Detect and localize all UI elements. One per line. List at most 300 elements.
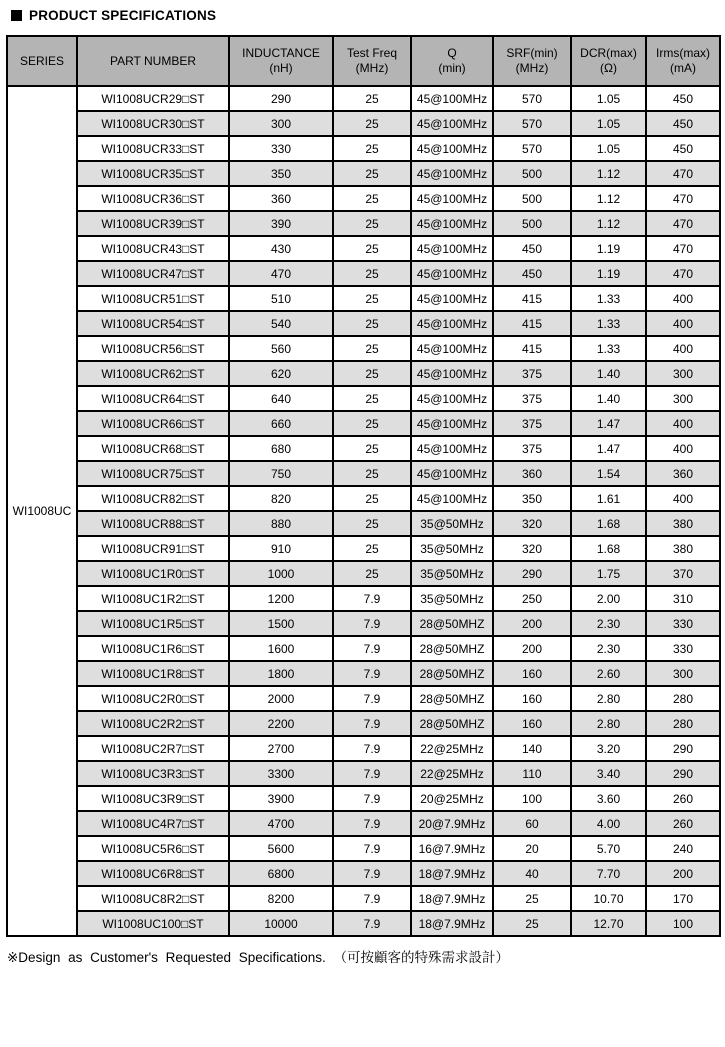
table-row: [7, 211, 720, 236]
part-number-cell: WI1008UC3R9□ST: [77, 786, 229, 811]
table-row: [7, 661, 720, 686]
part-number-cell: WI1008UCR39□ST: [77, 211, 229, 236]
part-number-cell: WI1008UC2R7□ST: [77, 736, 229, 761]
table-row: [7, 786, 720, 811]
irms-cell: 360: [646, 461, 720, 486]
inductance-cell: 1200: [229, 586, 333, 611]
dcr-cell: 2.80: [571, 711, 646, 736]
dcr-cell: 1.40: [571, 361, 646, 386]
inductance-cell: 660: [229, 411, 333, 436]
inductance-cell: 6800: [229, 861, 333, 886]
header-label: SERIES: [19, 53, 64, 68]
part-number-cell: WI1008UCR43□ST: [77, 236, 229, 261]
q-cell: 45@100MHz: [411, 211, 493, 236]
inductance-cell: 510: [229, 286, 333, 311]
header-label: DCR(max): [580, 46, 637, 60]
part-number-cell: WI1008UC1R5□ST: [77, 611, 229, 636]
dcr-cell: 1.12: [571, 211, 646, 236]
header-unit: (MHz): [355, 61, 389, 75]
test-freq-cell: 25: [333, 511, 411, 536]
part-number-cell: WI1008UC1R2□ST: [77, 586, 229, 611]
irms-cell: 290: [646, 761, 720, 786]
header-unit: (Ω): [600, 61, 617, 75]
srf-cell: 375: [493, 361, 571, 386]
srf-cell: 40: [493, 861, 571, 886]
inductance-cell: 1000: [229, 561, 333, 586]
srf-cell: 415: [493, 311, 571, 336]
table-header-row: [7, 36, 720, 86]
dcr-cell: 1.12: [571, 161, 646, 186]
srf-cell: 160: [493, 686, 571, 711]
test-freq-cell: 7.9: [333, 636, 411, 661]
inductance-cell: 2200: [229, 711, 333, 736]
part-number-cell: WI1008UCR62□ST: [77, 361, 229, 386]
table-row: [7, 636, 720, 661]
test-freq-cell: 25: [333, 136, 411, 161]
inductance-cell: 430: [229, 236, 333, 261]
srf-cell: 450: [493, 236, 571, 261]
dcr-cell: 2.30: [571, 636, 646, 661]
test-freq-cell: 25: [333, 311, 411, 336]
table-row: [7, 486, 720, 511]
q-cell: 20@25MHz: [411, 786, 493, 811]
inductance-cell: 540: [229, 311, 333, 336]
inductance-cell: 4700: [229, 811, 333, 836]
test-freq-cell: 7.9: [333, 586, 411, 611]
inductance-cell: 350: [229, 161, 333, 186]
header-unit: (nH): [269, 61, 293, 75]
q-cell: 18@7.9MHz: [411, 886, 493, 911]
dcr-cell: 3.60: [571, 786, 646, 811]
test-freq-cell: 25: [333, 411, 411, 436]
test-freq-cell: 7.9: [333, 661, 411, 686]
part-number-cell: WI1008UCR47□ST: [77, 261, 229, 286]
inductance-cell: 360: [229, 186, 333, 211]
irms-cell: 450: [646, 111, 720, 136]
inductance-cell: 290: [229, 86, 333, 111]
part-number-cell: WI1008UC3R3□ST: [77, 761, 229, 786]
srf-cell: 500: [493, 186, 571, 211]
table-row: [7, 461, 720, 486]
irms-cell: 380: [646, 536, 720, 561]
irms-cell: 300: [646, 361, 720, 386]
irms-cell: 170: [646, 886, 720, 911]
part-number-cell: WI1008UCR33□ST: [77, 136, 229, 161]
inductance-cell: 2700: [229, 736, 333, 761]
srf-cell: 570: [493, 136, 571, 161]
table-row: [7, 761, 720, 786]
q-cell: 20@7.9MHz: [411, 811, 493, 836]
irms-cell: 470: [646, 161, 720, 186]
test-freq-cell: 7.9: [333, 711, 411, 736]
test-freq-cell: 25: [333, 236, 411, 261]
q-cell: 22@25MHz: [411, 761, 493, 786]
irms-cell: 450: [646, 136, 720, 161]
q-cell: 45@100MHz: [411, 361, 493, 386]
dcr-cell: 4.00: [571, 811, 646, 836]
header-label: SRF(min): [506, 46, 558, 60]
dcr-cell: 5.70: [571, 836, 646, 861]
inductance-cell: 1800: [229, 661, 333, 686]
srf-cell: 500: [493, 161, 571, 186]
part-number-cell: WI1008UC2R2□ST: [77, 711, 229, 736]
test-freq-cell: 7.9: [333, 761, 411, 786]
irms-cell: 290: [646, 736, 720, 761]
dcr-cell: 2.80: [571, 686, 646, 711]
inductance-cell: 3900: [229, 786, 333, 811]
test-freq-cell: 25: [333, 211, 411, 236]
q-cell: 45@100MHz: [411, 311, 493, 336]
part-number-cell: WI1008UCR88□ST: [77, 511, 229, 536]
q-cell: 28@50MHZ: [411, 661, 493, 686]
dcr-cell: 7.70: [571, 861, 646, 886]
srf-cell: 415: [493, 336, 571, 361]
inductance-cell: 640: [229, 386, 333, 411]
irms-cell: 400: [646, 311, 720, 336]
test-freq-cell: 25: [333, 286, 411, 311]
inductance-cell: 880: [229, 511, 333, 536]
q-cell: 45@100MHz: [411, 386, 493, 411]
header-unit: (mA): [670, 61, 696, 75]
part-number-cell: WI1008UCR66□ST: [77, 411, 229, 436]
page-title-text: PRODUCT SPECIFICATIONS: [29, 8, 217, 23]
irms-cell: 260: [646, 786, 720, 811]
q-cell: 28@50MHZ: [411, 686, 493, 711]
header-cell-dcr: [571, 36, 646, 86]
test-freq-cell: 25: [333, 561, 411, 586]
table-row: [7, 811, 720, 836]
table-row: [7, 261, 720, 286]
srf-cell: 60: [493, 811, 571, 836]
dcr-cell: 1.75: [571, 561, 646, 586]
test-freq-cell: 25: [333, 436, 411, 461]
q-cell: 18@7.9MHz: [411, 861, 493, 886]
q-cell: 45@100MHz: [411, 161, 493, 186]
srf-cell: 110: [493, 761, 571, 786]
table-row: [7, 561, 720, 586]
q-cell: 28@50MHZ: [411, 711, 493, 736]
q-cell: 45@100MHz: [411, 261, 493, 286]
header-label: Q: [447, 46, 457, 60]
test-freq-cell: 7.9: [333, 836, 411, 861]
test-freq-cell: 7.9: [333, 911, 411, 936]
test-freq-cell: 25: [333, 161, 411, 186]
irms-cell: 200: [646, 861, 720, 886]
part-number-cell: WI1008UCR30□ST: [77, 111, 229, 136]
part-number-cell: WI1008UC8R2□ST: [77, 886, 229, 911]
part-number-cell: WI1008UC5R6□ST: [77, 836, 229, 861]
dcr-cell: 2.30: [571, 611, 646, 636]
dcr-cell: 1.19: [571, 261, 646, 286]
srf-cell: 160: [493, 711, 571, 736]
table-row: [7, 611, 720, 636]
irms-cell: 280: [646, 686, 720, 711]
irms-cell: 400: [646, 336, 720, 361]
test-freq-cell: 25: [333, 486, 411, 511]
part-number-cell: WI1008UC1R0□ST: [77, 561, 229, 586]
inductance-cell: 560: [229, 336, 333, 361]
table-row: [7, 436, 720, 461]
inductance-cell: 330: [229, 136, 333, 161]
q-cell: 45@100MHz: [411, 486, 493, 511]
inductance-cell: 820: [229, 486, 333, 511]
part-number-cell: WI1008UCR82□ST: [77, 486, 229, 511]
table-row: [7, 311, 720, 336]
srf-cell: 160: [493, 661, 571, 686]
dcr-cell: 1.12: [571, 186, 646, 211]
inductance-cell: 1600: [229, 636, 333, 661]
irms-cell: 470: [646, 261, 720, 286]
part-number-cell: WI1008UC4R7□ST: [77, 811, 229, 836]
part-number-cell: WI1008UCR56□ST: [77, 336, 229, 361]
q-cell: 45@100MHz: [411, 461, 493, 486]
dcr-cell: 1.47: [571, 411, 646, 436]
irms-cell: 370: [646, 561, 720, 586]
srf-cell: 450: [493, 261, 571, 286]
header-cell-irms: [646, 36, 720, 86]
part-number-cell: WI1008UC6R8□ST: [77, 861, 229, 886]
table-row: [7, 836, 720, 861]
dcr-cell: 2.60: [571, 661, 646, 686]
q-cell: 35@50MHz: [411, 561, 493, 586]
table-row: [7, 861, 720, 886]
inductance-cell: 300: [229, 111, 333, 136]
srf-cell: 200: [493, 611, 571, 636]
irms-cell: 300: [646, 386, 720, 411]
table-row: [7, 136, 720, 161]
irms-cell: 260: [646, 811, 720, 836]
srf-cell: 20: [493, 836, 571, 861]
part-number-cell: WI1008UCR54□ST: [77, 311, 229, 336]
table-row: [7, 186, 720, 211]
table-body: [7, 86, 720, 936]
header-unit: (min): [438, 61, 466, 75]
square-bullet-icon: [11, 10, 22, 21]
q-cell: 45@100MHz: [411, 436, 493, 461]
irms-cell: 400: [646, 436, 720, 461]
inductance-cell: 750: [229, 461, 333, 486]
q-cell: 45@100MHz: [411, 336, 493, 361]
srf-cell: 320: [493, 536, 571, 561]
part-number-cell: WI1008UCR91□ST: [77, 536, 229, 561]
part-number-cell: WI1008UC100□ST: [77, 911, 229, 936]
irms-cell: 310: [646, 586, 720, 611]
inductance-cell: 470: [229, 261, 333, 286]
irms-cell: 300: [646, 661, 720, 686]
q-cell: 45@100MHz: [411, 186, 493, 211]
test-freq-cell: 7.9: [333, 811, 411, 836]
table-row: [7, 736, 720, 761]
irms-cell: 380: [646, 511, 720, 536]
test-freq-cell: 25: [333, 361, 411, 386]
part-number-cell: WI1008UC1R6□ST: [77, 636, 229, 661]
test-freq-cell: 7.9: [333, 861, 411, 886]
table-row: [7, 411, 720, 436]
header-unit: (MHz): [515, 61, 549, 75]
part-number-cell: WI1008UCR36□ST: [77, 186, 229, 211]
header-cell-q: [411, 36, 493, 86]
q-cell: 45@100MHz: [411, 111, 493, 136]
dcr-cell: 1.61: [571, 486, 646, 511]
dcr-cell: 1.05: [571, 86, 646, 111]
header-label: Irms(max): [656, 46, 710, 60]
q-cell: 18@7.9MHz: [411, 911, 493, 936]
part-number-cell: WI1008UCR64□ST: [77, 386, 229, 411]
table-row: [7, 386, 720, 411]
srf-cell: 25: [493, 886, 571, 911]
test-freq-cell: 7.9: [333, 736, 411, 761]
srf-cell: 500: [493, 211, 571, 236]
test-freq-cell: 25: [333, 86, 411, 111]
dcr-cell: 2.00: [571, 586, 646, 611]
inductance-cell: 3300: [229, 761, 333, 786]
part-number-cell: WI1008UC2R0□ST: [77, 686, 229, 711]
table-row: [7, 236, 720, 261]
test-freq-cell: 7.9: [333, 686, 411, 711]
inductance-cell: 390: [229, 211, 333, 236]
product-specifications-table: [6, 35, 721, 937]
srf-cell: 320: [493, 511, 571, 536]
test-freq-cell: 25: [333, 111, 411, 136]
dcr-cell: 1.68: [571, 511, 646, 536]
part-number-cell: WI1008UC1R8□ST: [77, 661, 229, 686]
table-row: [7, 536, 720, 561]
part-number-cell: WI1008UCR75□ST: [77, 461, 229, 486]
table-row: [7, 336, 720, 361]
q-cell: 45@100MHz: [411, 86, 493, 111]
test-freq-cell: 7.9: [333, 886, 411, 911]
inductance-cell: 680: [229, 436, 333, 461]
inductance-cell: 8200: [229, 886, 333, 911]
srf-cell: 350: [493, 486, 571, 511]
irms-cell: 400: [646, 286, 720, 311]
footnote: ※Design as Customer's Requested Specifications. （可按顧客的特殊需求設計）: [7, 950, 510, 965]
srf-cell: 360: [493, 461, 571, 486]
test-freq-cell: 25: [333, 461, 411, 486]
q-cell: 35@50MHz: [411, 536, 493, 561]
table-row: [7, 111, 720, 136]
table-row: [7, 586, 720, 611]
header-cell-inductance: [229, 36, 333, 86]
header-cell-part-number: [77, 36, 229, 86]
q-cell: 45@100MHz: [411, 236, 493, 261]
dcr-cell: 1.68: [571, 536, 646, 561]
part-number-cell: WI1008UCR68□ST: [77, 436, 229, 461]
dcr-cell: 12.70: [571, 911, 646, 936]
srf-cell: 100: [493, 786, 571, 811]
dcr-cell: 1.54: [571, 461, 646, 486]
srf-cell: 250: [493, 586, 571, 611]
dcr-cell: 3.40: [571, 761, 646, 786]
irms-cell: 470: [646, 186, 720, 211]
dcr-cell: 1.47: [571, 436, 646, 461]
table-row: [7, 686, 720, 711]
table-row: [7, 86, 720, 111]
test-freq-cell: 25: [333, 536, 411, 561]
irms-cell: 450: [646, 86, 720, 111]
header-cell-test-freq: [333, 36, 411, 86]
table-row: [7, 161, 720, 186]
table-row: [7, 286, 720, 311]
test-freq-cell: 25: [333, 186, 411, 211]
part-number-cell: WI1008UCR29□ST: [77, 86, 229, 111]
q-cell: 16@7.9MHz: [411, 836, 493, 861]
irms-cell: 240: [646, 836, 720, 861]
q-cell: 45@100MHz: [411, 411, 493, 436]
srf-cell: 200: [493, 636, 571, 661]
srf-cell: 570: [493, 86, 571, 111]
srf-cell: 290: [493, 561, 571, 586]
test-freq-cell: 25: [333, 336, 411, 361]
inductance-cell: 2000: [229, 686, 333, 711]
inductance-cell: 620: [229, 361, 333, 386]
dcr-cell: 1.33: [571, 336, 646, 361]
header-cell-srf: [493, 36, 571, 86]
irms-cell: 100: [646, 911, 720, 936]
inductance-cell: 910: [229, 536, 333, 561]
test-freq-cell: 7.9: [333, 786, 411, 811]
srf-cell: 140: [493, 736, 571, 761]
irms-cell: 330: [646, 611, 720, 636]
inductance-cell: 1500: [229, 611, 333, 636]
table-row: [7, 911, 720, 936]
series-cell: WI1008UC: [7, 86, 77, 936]
table-row: [7, 361, 720, 386]
srf-cell: 25: [493, 911, 571, 936]
test-freq-cell: 7.9: [333, 611, 411, 636]
irms-cell: 400: [646, 486, 720, 511]
srf-cell: 375: [493, 436, 571, 461]
part-number-cell: WI1008UCR35□ST: [77, 161, 229, 186]
test-freq-cell: 25: [333, 386, 411, 411]
inductance-cell: 10000: [229, 911, 333, 936]
part-number-cell: WI1008UCR51□ST: [77, 286, 229, 311]
q-cell: 28@50MHZ: [411, 636, 493, 661]
q-cell: 45@100MHz: [411, 286, 493, 311]
irms-cell: 330: [646, 636, 720, 661]
header-cell-series: [7, 36, 77, 86]
dcr-cell: 1.05: [571, 111, 646, 136]
dcr-cell: 3.20: [571, 736, 646, 761]
q-cell: 22@25MHz: [411, 736, 493, 761]
table-row: [7, 886, 720, 911]
irms-cell: 280: [646, 711, 720, 736]
q-cell: 35@50MHz: [411, 511, 493, 536]
table-row: [7, 711, 720, 736]
page-title: [11, 8, 721, 23]
q-cell: 28@50MHZ: [411, 611, 493, 636]
header-label: INDUCTANCE: [242, 46, 320, 60]
test-freq-cell: 25: [333, 261, 411, 286]
srf-cell: 375: [493, 386, 571, 411]
q-cell: 35@50MHz: [411, 586, 493, 611]
srf-cell: 375: [493, 411, 571, 436]
dcr-cell: 10.70: [571, 886, 646, 911]
dcr-cell: 1.40: [571, 386, 646, 411]
srf-cell: 570: [493, 111, 571, 136]
table-row: [7, 511, 720, 536]
irms-cell: 470: [646, 211, 720, 236]
irms-cell: 470: [646, 236, 720, 261]
srf-cell: 415: [493, 286, 571, 311]
header-label: Test Freq: [346, 46, 397, 60]
inductance-cell: 5600: [229, 836, 333, 861]
dcr-cell: 1.19: [571, 236, 646, 261]
dcr-cell: 1.33: [571, 311, 646, 336]
q-cell: 45@100MHz: [411, 136, 493, 161]
dcr-cell: 1.33: [571, 286, 646, 311]
header-label: PART NUMBER: [109, 53, 196, 68]
